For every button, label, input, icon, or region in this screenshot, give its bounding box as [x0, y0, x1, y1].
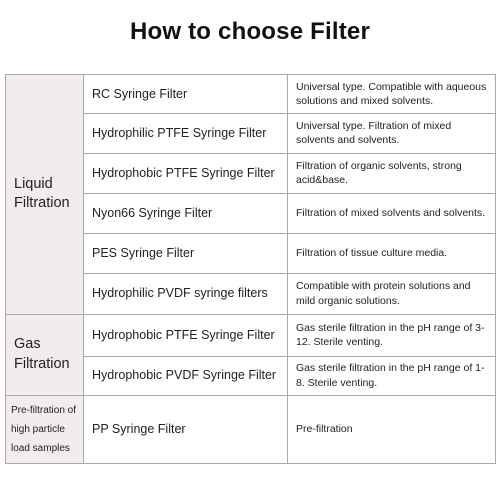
category-cell-pre-filtration: Pre-filtration of high particle load samples [6, 395, 84, 463]
filter-description-cell: Filtration of organic solvents, strong acid&base. [288, 153, 496, 193]
filter-description-cell: Gas sterile filtration in the pH range of 1-8. Sterile venting. [288, 356, 496, 395]
filter-description-cell: Compatible with protein solutions and mild organic solutions. [288, 273, 496, 314]
table-row [6, 75, 496, 114]
filter-selection-table [5, 74, 496, 464]
filter-name-cell: PP Syringe Filter [84, 395, 288, 463]
page-title: How to choose Filter [129, 18, 370, 45]
filter-name-cell: Hydrophobic PTFE Syringe Filter [84, 153, 288, 193]
table-row [6, 314, 496, 356]
table-row [6, 395, 496, 463]
filter-description-cell: Pre-filtration [288, 395, 496, 463]
filter-name-cell: RC Syringe Filter [84, 75, 288, 114]
filter-name-cell: Hydrophobic PVDF Syringe Filter [84, 356, 288, 395]
filter-description-cell: Universal type. Compatible with aqueous solutions and mixed solvents. [288, 75, 496, 114]
category-cell-liquid-filtration: Liquid Filtration [6, 75, 84, 315]
filter-description-cell: Universal type. Filtration of mixed solvents and solvents. [288, 113, 496, 153]
category-cell-gas-filtration: Gas Filtration [6, 314, 84, 395]
filter-description-cell: Filtration of tissue culture media. [288, 233, 496, 273]
filter-description-cell: Gas sterile filtration in the pH range of 3-12. Sterile venting. [288, 314, 496, 356]
filter-name-cell: Nyon66 Syringe Filter [84, 193, 288, 233]
filter-name-cell: Hydrophobic PTFE Syringe Filter [84, 314, 288, 356]
filter-name-cell: Hydrophilic PVDF syringe filters [84, 273, 288, 314]
filter-description-cell: Filtration of mixed solvents and solvents. [288, 193, 496, 233]
filter-name-cell: Hydrophilic PTFE Syringe Filter [84, 113, 288, 153]
filter-name-cell: PES Syringe Filter [84, 233, 288, 273]
